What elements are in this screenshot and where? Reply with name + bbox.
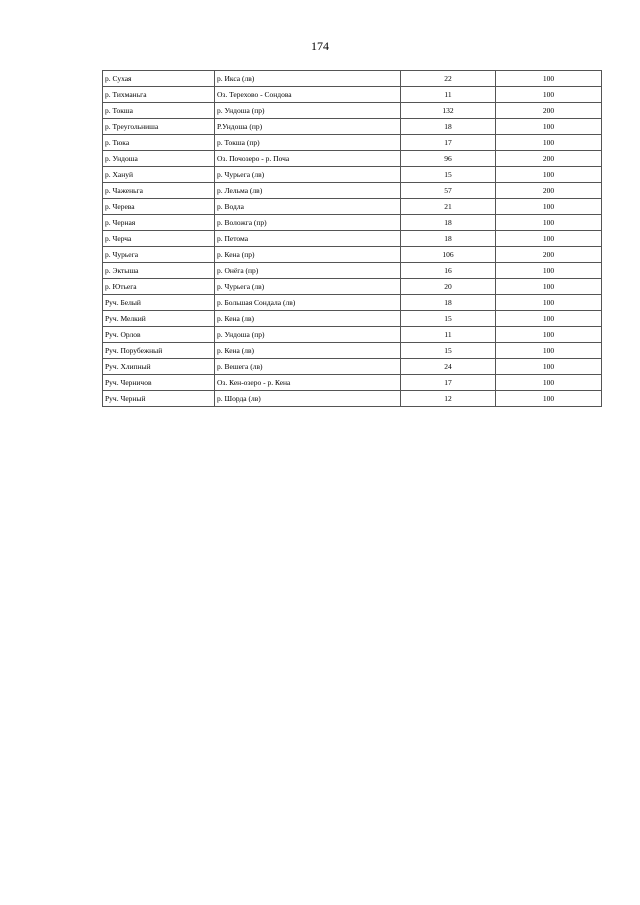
river-length-cell: 17 (401, 375, 496, 391)
water-protection-zone-cell: 100 (496, 343, 602, 359)
river-length-cell: 21 (401, 199, 496, 215)
table-row (103, 247, 602, 263)
table-row (103, 279, 602, 295)
water-protection-zone-cell: 100 (496, 135, 602, 151)
water-protection-zone-cell: 100 (496, 359, 602, 375)
page-number: 174 (311, 39, 329, 53)
river-name-cell: Руч. Орлов (103, 327, 215, 343)
river-mouth-cell: Р.Ундоша (пр) (215, 119, 401, 135)
river-name-cell: р. Тихманьга (103, 87, 215, 103)
table-row (103, 135, 602, 151)
river-length-cell: 132 (401, 103, 496, 119)
water-protection-zone-cell: 100 (496, 167, 602, 183)
water-protection-zone-cell: 100 (496, 327, 602, 343)
river-length-cell: 16 (401, 263, 496, 279)
water-protection-zone-cell: 200 (496, 151, 602, 167)
table-row (103, 327, 602, 343)
table-row (103, 295, 602, 311)
river-mouth-cell: р. Ундоша (пр) (215, 327, 401, 343)
river-mouth-cell: Оз. Кен-озеро - р. Кена (215, 375, 401, 391)
rivers-table-body (103, 71, 602, 407)
river-mouth-cell: р. Чурьега (лв) (215, 167, 401, 183)
river-length-cell: 15 (401, 167, 496, 183)
river-mouth-cell: р. Шорда (лв) (215, 391, 401, 407)
river-name-cell: р. Чаженьга (103, 183, 215, 199)
river-mouth-cell: р. Лельма (лв) (215, 183, 401, 199)
river-length-cell: 15 (401, 343, 496, 359)
river-mouth-cell: р. Ундоша (пр) (215, 103, 401, 119)
river-mouth-cell: р. Икса (лв) (215, 71, 401, 87)
river-length-cell: 20 (401, 279, 496, 295)
river-length-cell: 24 (401, 359, 496, 375)
river-name-cell: Руч. Белый (103, 295, 215, 311)
river-name-cell: Руч. Порубежный (103, 343, 215, 359)
river-name-cell: р. Чурьега (103, 247, 215, 263)
river-mouth-cell: Оз. Почозеро - р. Поча (215, 151, 401, 167)
water-protection-zone-cell: 100 (496, 295, 602, 311)
table-row (103, 375, 602, 391)
table-row (103, 391, 602, 407)
river-name-cell: р. Тюка (103, 135, 215, 151)
river-name-cell: р. Черева (103, 199, 215, 215)
river-mouth-cell: р. Кена (пр) (215, 247, 401, 263)
river-mouth-cell: р. Чурьега (лв) (215, 279, 401, 295)
river-length-cell: 96 (401, 151, 496, 167)
river-name-cell: Руч. Мелкий (103, 311, 215, 327)
river-length-cell: 12 (401, 391, 496, 407)
table-row (103, 199, 602, 215)
table-row (103, 183, 602, 199)
river-length-cell: 18 (401, 231, 496, 247)
river-mouth-cell: р. Токша (пр) (215, 135, 401, 151)
river-length-cell: 18 (401, 119, 496, 135)
river-name-cell: р. Ютьега (103, 279, 215, 295)
river-name-cell: Руч. Черный (103, 391, 215, 407)
water-protection-zone-cell: 100 (496, 87, 602, 103)
river-name-cell: Руч. Хлипный (103, 359, 215, 375)
river-length-cell: 15 (401, 311, 496, 327)
river-length-cell: 22 (401, 71, 496, 87)
table-row (103, 311, 602, 327)
river-length-cell: 18 (401, 215, 496, 231)
river-mouth-cell: р. Петома (215, 231, 401, 247)
river-name-cell: р. Треугольниша (103, 119, 215, 135)
river-name-cell: р. Эктыша (103, 263, 215, 279)
river-mouth-cell: р. Кена (лв) (215, 311, 401, 327)
river-mouth-cell: р. Вешега (лв) (215, 359, 401, 375)
table-row (103, 87, 602, 103)
river-mouth-cell: р. Водла (215, 199, 401, 215)
river-mouth-cell: р. Большая Сондала (лв) (215, 295, 401, 311)
river-length-cell: 57 (401, 183, 496, 199)
water-protection-zone-cell: 100 (496, 263, 602, 279)
river-name-cell: р. Токша (103, 103, 215, 119)
water-protection-zone-cell: 100 (496, 231, 602, 247)
river-name-cell: р. Ундоша (103, 151, 215, 167)
river-mouth-cell: р. Кена (лв) (215, 343, 401, 359)
water-protection-zone-cell: 100 (496, 215, 602, 231)
table-row (103, 343, 602, 359)
table-row (103, 215, 602, 231)
water-protection-zone-cell: 100 (496, 199, 602, 215)
river-name-cell: р. Хануй (103, 167, 215, 183)
water-protection-zone-cell: 100 (496, 279, 602, 295)
table-row (103, 167, 602, 183)
water-protection-zone-cell: 200 (496, 247, 602, 263)
table-row (103, 231, 602, 247)
water-protection-zone-cell: 100 (496, 311, 602, 327)
river-length-cell: 18 (401, 295, 496, 311)
table-row (103, 119, 602, 135)
river-length-cell: 17 (401, 135, 496, 151)
river-mouth-cell: Оз. Тереховo - Сондова (215, 87, 401, 103)
water-protection-zone-cell: 100 (496, 119, 602, 135)
table-row (103, 359, 602, 375)
river-name-cell: Руч. Черничов (103, 375, 215, 391)
water-protection-zone-cell: 100 (496, 71, 602, 87)
river-length-cell: 11 (401, 327, 496, 343)
water-protection-zone-cell: 200 (496, 103, 602, 119)
river-mouth-cell: р. Воложга (пр) (215, 215, 401, 231)
water-protection-zone-cell: 100 (496, 391, 602, 407)
rivers-table (102, 70, 602, 407)
table-row (103, 263, 602, 279)
river-name-cell: р. Сухая (103, 71, 215, 87)
river-length-cell: 106 (401, 247, 496, 263)
river-name-cell: р. Черча (103, 231, 215, 247)
table-row (103, 103, 602, 119)
table-row (103, 71, 602, 87)
table-row (103, 151, 602, 167)
water-protection-zone-cell: 200 (496, 183, 602, 199)
water-protection-zone-cell: 100 (496, 375, 602, 391)
river-name-cell: р. Черная (103, 215, 215, 231)
river-mouth-cell: р. Онёга (пр) (215, 263, 401, 279)
river-length-cell: 11 (401, 87, 496, 103)
